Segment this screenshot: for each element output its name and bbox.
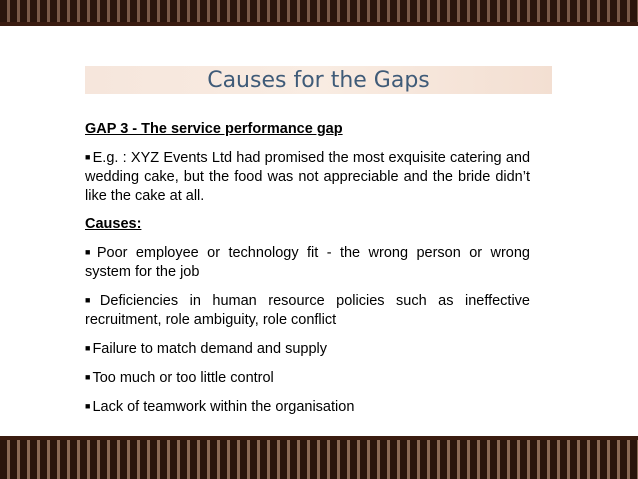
bullet-icon: ■ [85,247,95,257]
cause-text: Lack of teamwork within the organisation [92,399,355,415]
cause-item [85,368,530,388]
cause-item [85,291,530,330]
bullet-icon: ■ [85,152,91,162]
cause-text: Poor employee or technology fit - the wrong person or wrong system for the job [85,245,530,280]
slide-title: Causes for the Gaps [207,68,430,93]
cause-item [85,339,530,359]
example-paragraph [85,148,530,206]
causes-heading: Causes: [85,216,142,232]
bullet-icon: ■ [85,343,91,353]
cause-item [85,397,530,417]
example-text: E.g. : XYZ Events Ltd had promised the most exquisite catering and wedding cake, but the food was not appreciable and the bride didn’t like the cake at all. [85,150,531,204]
slide-body [85,120,530,426]
cause-text: Too much or too little control [92,370,274,386]
bullet-icon: ■ [85,401,91,411]
cause-text: Failure to match demand and supply [92,341,327,357]
cause-text: Deficiencies in human resource policies such as ineffective recruitment, role ambiguity, role conflict [85,293,531,328]
bullet-icon: ■ [85,372,91,382]
cause-item [85,243,530,282]
top-decorative-bar [0,0,638,22]
gap-heading: GAP 3 - The service performance gap [85,121,343,137]
bottom-decorative-bar [0,440,638,479]
top-border-line [0,22,638,26]
bullet-icon: ■ [85,295,98,305]
